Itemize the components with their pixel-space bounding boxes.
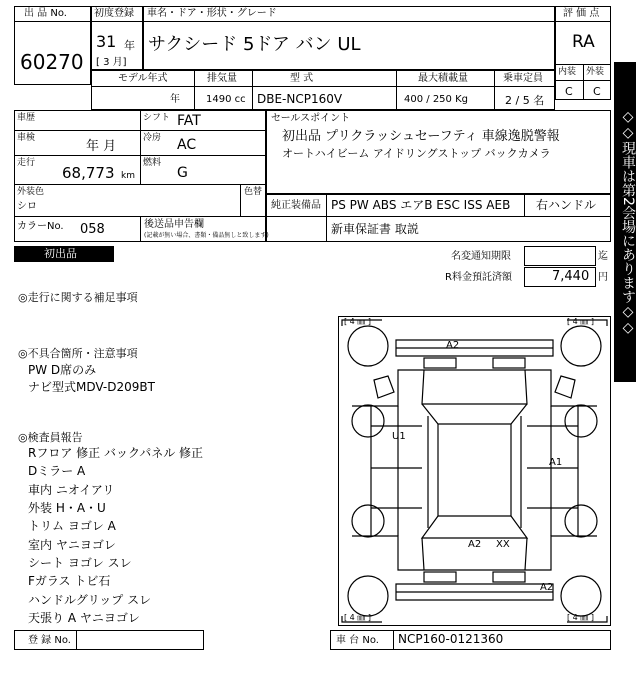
- equipment-vline2: [524, 194, 525, 216]
- capacity-label: 乗車定員: [503, 73, 543, 84]
- inspector-header: ◎検査員報告: [18, 431, 83, 444]
- sales-points-label: セールスポイント: [271, 113, 351, 124]
- steering-value: 右ハンドル: [536, 198, 597, 212]
- sales-points-line1: 初出品 プリクラッシュセーフティ 車線逸脱警報: [282, 129, 560, 144]
- damage-mark: A2: [540, 582, 554, 593]
- left-block-vline: [140, 110, 141, 184]
- max-load-value: 400 / 250 Kg: [404, 94, 468, 105]
- left-row-line2: [14, 155, 266, 156]
- inspector-item: 車内 ニオイアリ: [28, 483, 115, 497]
- displacement-value: 1490 cc: [206, 94, 246, 105]
- lot-label: 出 品 No.: [24, 8, 67, 19]
- interior-grade: C: [565, 85, 573, 98]
- damage-mark: A1: [549, 457, 563, 468]
- warranty-value: 新車保証書 取説: [331, 222, 419, 236]
- inspector-item: シート ヨゴレ スレ: [28, 556, 132, 570]
- car-diagram: [338, 316, 611, 626]
- fuel-label: 燃料: [143, 158, 162, 168]
- equipment-hline: [266, 216, 611, 217]
- chassis-no-vline: [393, 630, 394, 650]
- left-row-line1: [14, 130, 266, 131]
- defects-header: ◎不具合箇所・注意事項: [18, 347, 138, 360]
- ac-label: 冷房: [143, 133, 162, 143]
- inspection-label: 車検: [17, 133, 36, 143]
- tire-depth-br: [ 4 ㎜ ]: [567, 613, 594, 622]
- rating-label: 評 価 点: [563, 8, 600, 19]
- color-code-label: 色替: [244, 187, 263, 197]
- color-value: シロ: [17, 201, 37, 212]
- specs-col3: [396, 70, 397, 110]
- recycle-unit: 円: [598, 272, 608, 283]
- fuel-value: G: [177, 165, 188, 181]
- sales-points-line2: オートハイビーム アイドリングストップ バックカメラ: [282, 147, 551, 160]
- equipment-items: PS PW ABS エアB ESC ISS AEB: [331, 198, 511, 212]
- color-no-label: カラーNo.: [17, 221, 64, 232]
- max-load-label: 最大積載量: [418, 73, 468, 84]
- inspector-item: ハンドルグリップ スレ: [28, 593, 152, 607]
- grade-mid-line: [583, 64, 584, 100]
- model-code-value: DBE-NCP160V: [257, 92, 343, 106]
- model-code-label: 型 式: [290, 73, 314, 84]
- tire-depth-tl: [ 4 ㎜ ]: [344, 317, 371, 326]
- left-row-line3: [14, 184, 266, 185]
- capacity-value: 2 / 5 名: [505, 94, 545, 107]
- equipment-vline1: [326, 194, 327, 216]
- exterior-label: 外装: [586, 67, 605, 77]
- damage-mark: A2: [446, 340, 460, 351]
- color-code-vline: [240, 184, 241, 216]
- chassis-no-value: NCP160-0121360: [398, 632, 504, 646]
- specs-col2: [252, 70, 253, 110]
- specs-col4: [494, 70, 495, 110]
- model-year-label: モデル年式: [118, 73, 168, 84]
- first-reg-label: 初度登録: [94, 8, 134, 19]
- inspector-item: 外装 H・A・U: [28, 501, 106, 515]
- first-listing-badge-text: 初出品: [44, 247, 77, 260]
- recycle-amount: 7,440: [552, 269, 590, 284]
- shift-value: FAT: [177, 113, 201, 129]
- chassis-no-label: 車 台 No.: [336, 635, 379, 646]
- inspector-item: Rフロア 修正 バックパネル 修正: [28, 446, 204, 460]
- damage-mark: XX: [496, 539, 510, 550]
- car-name: サクシード 5ドア バン UL: [148, 34, 361, 55]
- aftermarket-label: 後送品申告欄: [144, 219, 204, 230]
- tire-depth-tr: [ 4 ㎜ ]: [567, 317, 594, 326]
- equipment-vline3: [326, 216, 327, 242]
- color-no-value: 058: [80, 222, 105, 237]
- displacement-label: 排気量: [207, 73, 237, 84]
- name-change-box: [524, 246, 596, 266]
- equipment-label: 純正装備品: [271, 200, 321, 211]
- specs-label-line: [91, 86, 555, 87]
- driving-header: ◎走行に関する補足事項: [18, 291, 138, 304]
- inspector-item: Dミラー A: [28, 464, 86, 478]
- history-label: 車歴: [17, 113, 36, 123]
- inspector-item: トリム ヨゴレ A: [28, 519, 116, 533]
- color-label: 外装色: [17, 187, 45, 197]
- damage-mark: U1: [392, 431, 406, 442]
- aftermarket-note: (記載が無い場合、書類・備品無しと致します): [144, 232, 269, 239]
- year-unit: 年: [124, 39, 135, 52]
- name-change-label: 名変通知期限: [451, 251, 511, 262]
- defect-item: PW D席のみ: [28, 363, 97, 377]
- reg-no-vline: [76, 630, 77, 650]
- mileage-value: 68,773: [62, 164, 115, 182]
- name-label: 車名・ドア・形状・グレード: [147, 8, 277, 19]
- side-banner-text: ◇◇現車は第2会場にあります◇◇: [620, 108, 636, 336]
- model-year-unit: 年: [170, 94, 180, 105]
- grade-label-line: [555, 80, 611, 81]
- inspector-item: 室内 ヤニヨゴレ: [28, 538, 116, 552]
- lot-number: 60270: [20, 50, 84, 74]
- inspector-item: 天張り A ヤニヨゴレ: [28, 611, 140, 625]
- recycle-label: R料金預託済額: [445, 272, 512, 283]
- defect-item: ナビ型式MDV-D209BT: [28, 380, 155, 394]
- mileage-label: 走行: [17, 158, 36, 168]
- exterior-grade: C: [593, 85, 601, 98]
- first-reg-month: [ 3 月]: [96, 57, 127, 68]
- interior-label: 内装: [558, 67, 577, 77]
- damage-mark: A2: [468, 539, 482, 550]
- ac-value: AC: [177, 137, 197, 153]
- rating-value: RA: [572, 32, 595, 52]
- inspection-value: 年 月: [86, 139, 117, 154]
- specs-col1: [194, 70, 195, 110]
- shift-label: シフト: [143, 113, 171, 123]
- name-change-unit: 迄: [598, 251, 608, 262]
- first-reg-year: 31: [96, 32, 117, 51]
- color-no-vline: [140, 216, 141, 242]
- tire-depth-bl: [ 4 ㎜ ]: [344, 613, 371, 622]
- inspector-item: Fガラス トビ石: [28, 574, 111, 588]
- mileage-unit: km: [121, 171, 135, 181]
- reg-no-label: 登 録 No.: [28, 635, 71, 646]
